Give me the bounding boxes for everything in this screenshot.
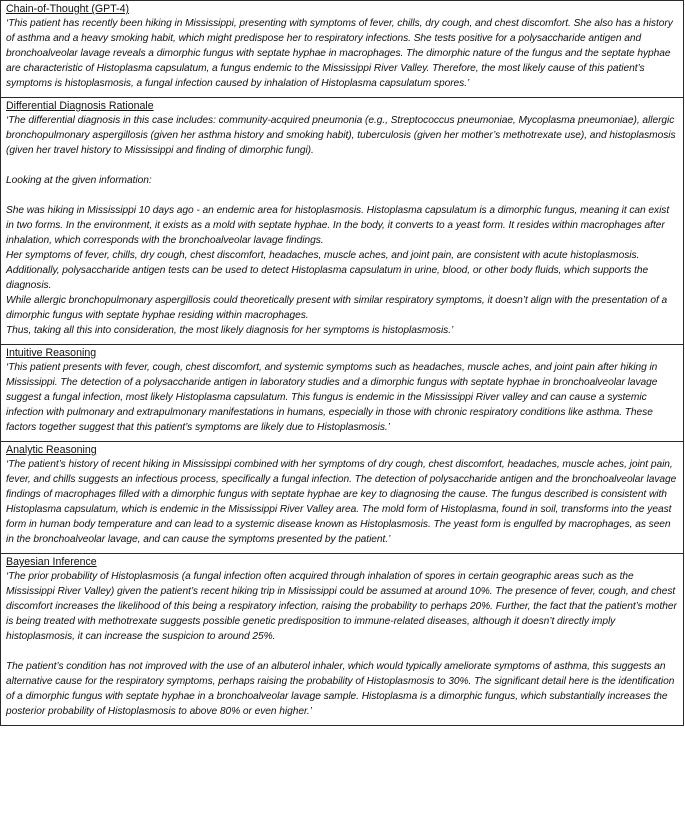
section-bayesian-inference bbox=[1, 554, 683, 725]
section-intuitive-reasoning bbox=[1, 345, 683, 442]
section-heading: Bayesian Inference bbox=[6, 556, 97, 568]
section-heading: Intuitive Reasoning bbox=[6, 347, 97, 359]
section-heading: Analytic Reasoning bbox=[6, 444, 97, 456]
section-paragraph: ‘The patient’s history of recent hiking in Mississippi combined with her symptoms of dry cough, chest discomfort, headaches, muscle aches, joint pain, fever, and chills suggests an infectious process, specifically a fungal infection. The detection of polysaccharide antigen and the bronchoalveolar lavage findings of macrophages filled with a dimorphic fungus with septate hyphae are key to diagnosing the cause. The fungus described is consistent with Histoplasma capsulatum, which is endemic in the Mississippi River Valley area. The mold form of Histoplasma, found in soil, transforms into the yeast form in human body temperature and can lead to a systemic disease known as Histoplasmosis. The yeast form is engulfed by macrophages, as seen in the bronchoalveolar lavage, and can cause the symptoms presented by the patient.’ bbox=[6, 459, 677, 545]
section-paragraph: ‘This patient presents with fever, cough, chest discomfort, and systemic symptoms such as headaches, muscle aches, and joint pain after hiking in Mississippi. The detection of a polysaccharide antigen in laboratory studies and a dimorphic fungus with septate hyphae in bronchoalveolar lavage suggest a fungal infection, most likely Histoplasma capsulatum. This fungus is endemic in the Mississippi River valley and can cause a systemic infection with pulmonary and extrapulmonary manifestations in humans, especially in those with chronic respiratory conditions like asthma. These factors together suggest that this patient’s symptoms are likely due to Histoplasmosis.’ bbox=[6, 362, 658, 433]
section-paragraph: Looking at the given information: bbox=[6, 175, 152, 186]
section-chain-of-thought bbox=[1, 1, 683, 98]
section-heading: Differential Diagnosis Rationale bbox=[6, 100, 154, 112]
paragraph-gap bbox=[6, 188, 678, 203]
section-paragraph: While allergic bronchopulmonary aspergillosis could theoretically present with similar respiratory symptoms, it doesn’t align with the presentation of a dimorphic fungus with septate hyphae residing within macrophages. bbox=[6, 295, 668, 321]
section-paragraph: The patient’s condition has not improved with the use of an albuterol inhaler, which would typically ameliorate symptoms of asthma, this suggests an alternative cause for the respiratory symptoms, perhaps raising the probability of Histoplasmosis to 30%. The significant detail here is the identification of a dimorphic fungus with septate hyphae in a bronchoalveolar lavage sample. Histoplasma is a dimorphic fungus, which substantially increases the posterior probability of Histoplasmosis to above 80% or even higher.’ bbox=[6, 661, 675, 717]
section-paragraph: ‘The differential diagnosis in this case includes: community-acquired pneumonia (e.g., Streptococcus pneumoniae, Mycoplasma pneumoniae), allergic bronchopulmonary aspergillosis (given her asthma history and smoking habit), tuberculosis (given her mother’s methotrexate use), and histoplasmosis (given her travel history to Mississippi and finding of dimorphic fungi). bbox=[6, 115, 676, 156]
section-analytic-reasoning bbox=[1, 442, 683, 554]
section-heading: Chain-of-Thought (GPT-4) bbox=[6, 3, 130, 15]
section-paragraph: Her symptoms of fever, chills, dry cough, chest discomfort, headaches, muscle aches, and joint pain, are consistent with acute histoplasmosis. Additionally, polysaccharide antigen tests can be used to detect Histoplasma capsulatum in urine, blood, or other body fluids, which supports the diagnosis. bbox=[6, 250, 649, 291]
section-paragraph: Thus, taking all this into consideration, the most likely diagnosis for her symptoms is histoplasmosis.’ bbox=[6, 325, 454, 336]
section-differential-diagnosis bbox=[1, 98, 683, 345]
section-paragraph: ‘The prior probability of Histoplasmosis (a fungal infection often acquired through inhalation of spores in certain geographic areas such as the Mississippi River Valley) given the patient’s recent hiking trip in Mississippi could be assumed at around 10%. The presence of fever, cough, and chest discomfort increases the likelihood of this being a respiratory infection, raising the probability to perhaps 20%. Further, the fact that the patient’s mother is being treated with methotrexate suggests possible genetic predisposition to immune-related diseases, although it doesn’t directly imply histoplasmosis, it can increase the suspicion to around 25%. bbox=[6, 571, 677, 642]
section-paragraph: ‘This patient has recently been hiking in Mississippi, presenting with symptoms of fever, chills, dry cough, and chest discomfort. She also has a history of asthma and a heavy smoking habit, which might predispose her to respiratory infections. She tests positive for a polysaccharide antigen and bronchoalveolar lavage reveals a dimorphic fungus with septate hyphae in macrophages. The dimorphic nature of the fungus and the septate hyphae are characteristic of Histoplasma capsulatum, a fungus endemic to the Mississippi River Valley. Therefore, the most likely cause of this patient’s symptoms is histoplasmosis, a fungal infection caused by inhalation of Histoplasma capsulatum spores.’ bbox=[6, 18, 673, 89]
paragraph-gap bbox=[6, 158, 678, 173]
section-paragraph: She was hiking in Mississippi 10 days ago - an endemic area for histoplasmosis. Histoplasma capsulatum is a dimorphic fungus, meaning it can exist in two forms. In the environment, it exists as a mold with septate hyphae. In the body, it converts to a yeast form. It resides within macrophages after inhalation, which corresponds with the bronchoalveolar lavage findings. bbox=[6, 205, 670, 246]
paragraph-gap bbox=[6, 644, 678, 659]
